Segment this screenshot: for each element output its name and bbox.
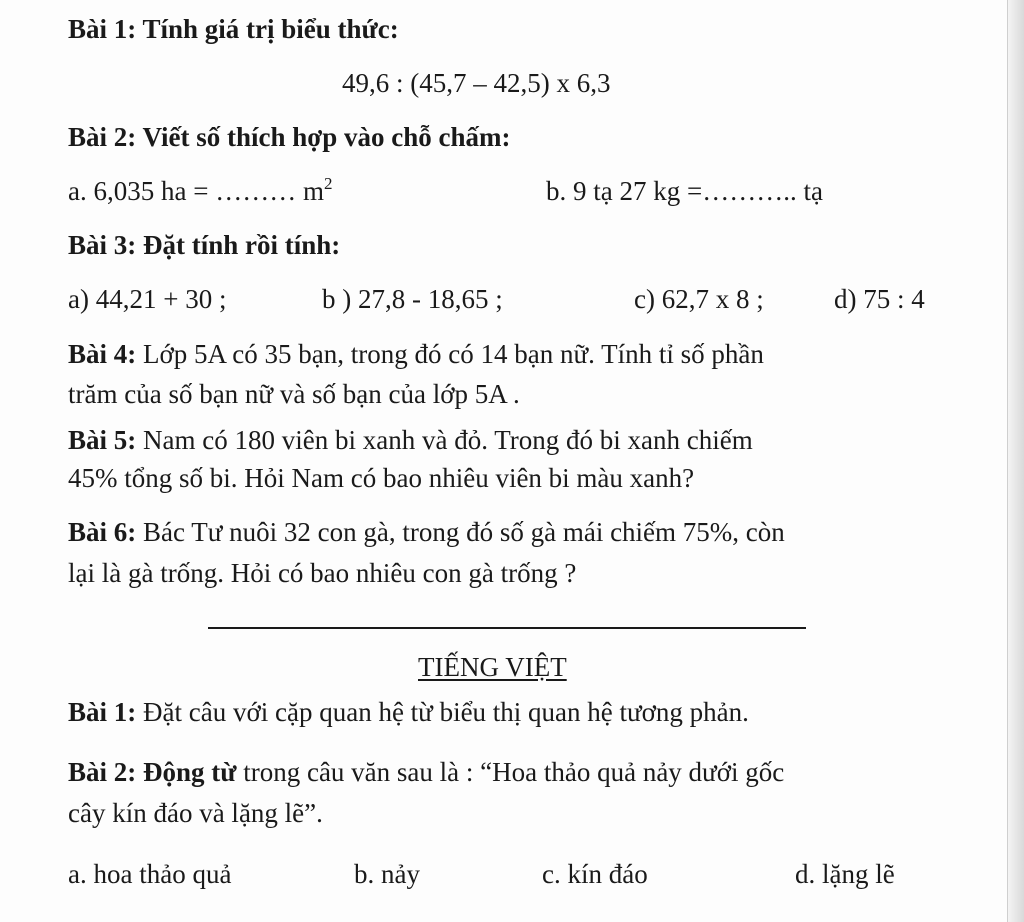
- math-b3-title: Bài 3: Đặt tính rồi tính:: [68, 230, 341, 260]
- tv-b2-line1: [68, 755, 784, 789]
- tv-b2-line2: cây kín đáo và lặng lẽ”.: [68, 798, 323, 828]
- page-edge-shadow: [1007, 0, 1024, 922]
- tv-b1-line: [68, 695, 749, 729]
- tv-b2-option-a: a. hoa thảo quả: [68, 859, 232, 889]
- math-b4-text1: Lớp 5A có 35 bạn, trong đó có 14 bạn nữ. Tính tỉ số phần: [136, 339, 764, 369]
- math-b4-line1: [68, 337, 764, 371]
- tv-b2-text1: trong câu văn sau là : “Hoa thảo quả nảy dưới gốc: [236, 757, 785, 787]
- math-b6-text1: Bác Tư nuôi 32 con gà, trong đó số gà mái chiếm 75%, còn: [136, 517, 785, 547]
- math-b5-text1: Nam có 180 viên bi xanh và đỏ. Trong đó bi xanh chiếm: [136, 425, 753, 455]
- math-b2-part-b: b. 9 tạ 27 kg =……….. tạ: [546, 176, 823, 206]
- math-b6-line1: [68, 515, 785, 549]
- math-b2-title: Bài 2: Viết số thích hợp vào chỗ chấm:: [68, 122, 511, 152]
- math-b3-d: d) 75 : 4: [834, 284, 925, 314]
- math-b3-c: c) 62,7 x 8 ;: [634, 284, 764, 314]
- math-b3-a: a) 44,21 + 30 ;: [68, 284, 227, 314]
- math-b3-b: b ) 27,8 - 18,65 ;: [322, 284, 503, 314]
- tieng-viet-heading: TIẾNG VIỆT: [418, 652, 567, 682]
- math-b2-a-exponent: 2: [323, 174, 333, 193]
- math-b2-a-text: a. 6,035 ha = ……… m: [68, 176, 324, 206]
- tv-b2-option-b: b. nảy: [354, 859, 420, 889]
- math-b5-line2: 45% tổng số bi. Hỏi Nam có bao nhiêu viên bi màu xanh?: [68, 463, 695, 493]
- math-b6-line2: lại là gà trống. Hỏi có bao nhiêu con gà trống ?: [68, 558, 577, 588]
- math-b5-line1: [68, 423, 753, 457]
- math-b6-label: Bài 6:: [68, 517, 137, 547]
- math-b1-title: Bài 1: Tính giá trị biểu thức:: [68, 14, 399, 44]
- tv-b1-label: Bài 1:: [68, 697, 137, 727]
- tv-b2-label: Bài 2: Động từ: [68, 757, 237, 787]
- math-b4-line2: trăm của số bạn nữ và số bạn của lớp 5A .: [68, 379, 520, 409]
- tv-b1-text: Đặt câu với cặp quan hệ từ biểu thị quan hệ tương phản.: [136, 697, 749, 727]
- math-b5-label: Bài 5:: [68, 425, 137, 455]
- math-b2-part-a: [68, 174, 332, 208]
- tv-b2-option-d: d. lặng lẽ: [795, 859, 895, 889]
- tv-b2-option-c: c. kín đáo: [542, 859, 648, 889]
- math-b1-expression: 49,6 : (45,7 – 42,5) x 6,3: [342, 68, 611, 98]
- math-b4-label: Bài 4:: [68, 339, 137, 369]
- section-divider: [208, 627, 806, 629]
